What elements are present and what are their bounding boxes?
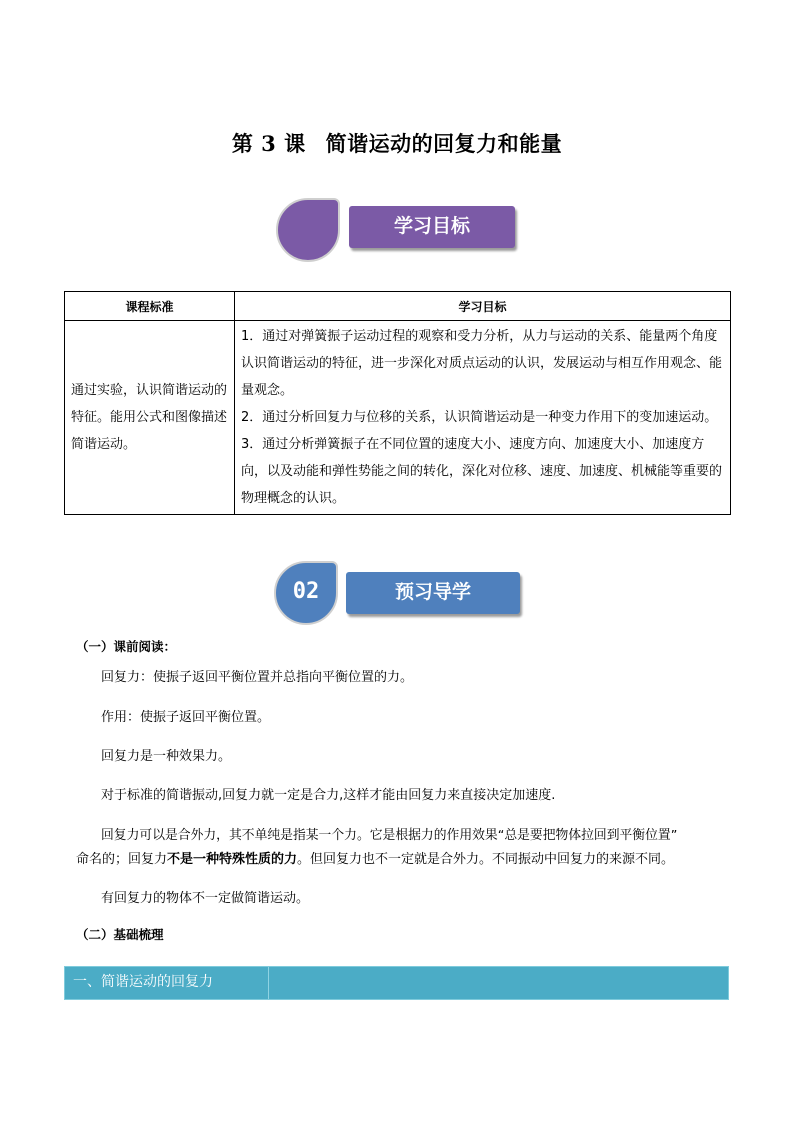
learning-objectives-label: 学习目标: [349, 206, 515, 248]
table-header-row: [65, 292, 731, 321]
reading-line: [76, 848, 674, 867]
goal-item: 2．通过分析回复力与位移的关系，认识简谐运动是一种变力作用下的变加速运动。: [241, 410, 718, 425]
header-standard: 课程标准: [65, 292, 235, 321]
badge-circle-icon: [276, 198, 340, 262]
reading-text: 命名的；回复力: [76, 852, 168, 867]
section-header-label: 一、简谐运动的回复力: [73, 974, 213, 990]
section-divider: [268, 967, 269, 999]
lesson-topic: 简谐运动的回复力和能量: [325, 131, 563, 156]
lesson-number: 第 3 课: [231, 131, 306, 156]
goal-item: 1．通过对弹簧振子运动过程的观察和受力分析，从力与运动的关系、能量两个角度认识简谐运动的特征，进一步深化对质点运动的认识，发展运动与相互作用观念、能量观念。: [241, 329, 723, 398]
reading-line: 有回复力的物体不一定做简谐运动。: [101, 891, 310, 906]
reading-line: 回复力：使振子返回平衡位置并总指向平衡位置的力。: [101, 670, 414, 685]
reading-emphasis: 不是一种特殊性质的力: [167, 852, 298, 867]
reading-line: 回复力可以是合外力，其不单纯是指某一个力。它是根据力的作用效果“总是要把物体拉回到平衡位置”: [101, 828, 678, 843]
reading-heading: （一）课前阅读：: [76, 639, 177, 654]
reading-line: 回复力是一种效果力。: [101, 749, 232, 764]
header-goals: 学习目标: [235, 292, 731, 321]
page-title: [0, 128, 794, 158]
badge-number: 02: [292, 579, 320, 604]
basics-heading: （二）基础梳理: [76, 927, 164, 942]
objectives-table: [64, 291, 731, 515]
reading-line: 对于标准的简谐振动,回复力就一定是合力,这样才能由回复力来直接决定加速度.: [101, 788, 556, 803]
goal-item: 3．通过分析弹簧振子在不同位置的速度大小、速度方向、加速度大小、加速度方向，以及动能和弹性势能之间的转化，深化对位移、速度、加速度、机械能等重要的物理概念的认识。: [241, 437, 723, 506]
learning-goals-cell: [235, 321, 731, 515]
table-row: [65, 321, 731, 515]
reading-line: 作用：使振子返回平衡位置。: [101, 710, 271, 725]
section-header-bar: [64, 966, 729, 1000]
reading-text: 。但回复力也不一定就是合外力。不同振动中回复力的来源不同。: [297, 852, 675, 867]
preview-guide-label: 预习导学: [346, 572, 520, 614]
course-standard-cell: 通过实验，认识简谐运动的特征。能用公式和图像描述简谐运动。: [65, 321, 235, 515]
